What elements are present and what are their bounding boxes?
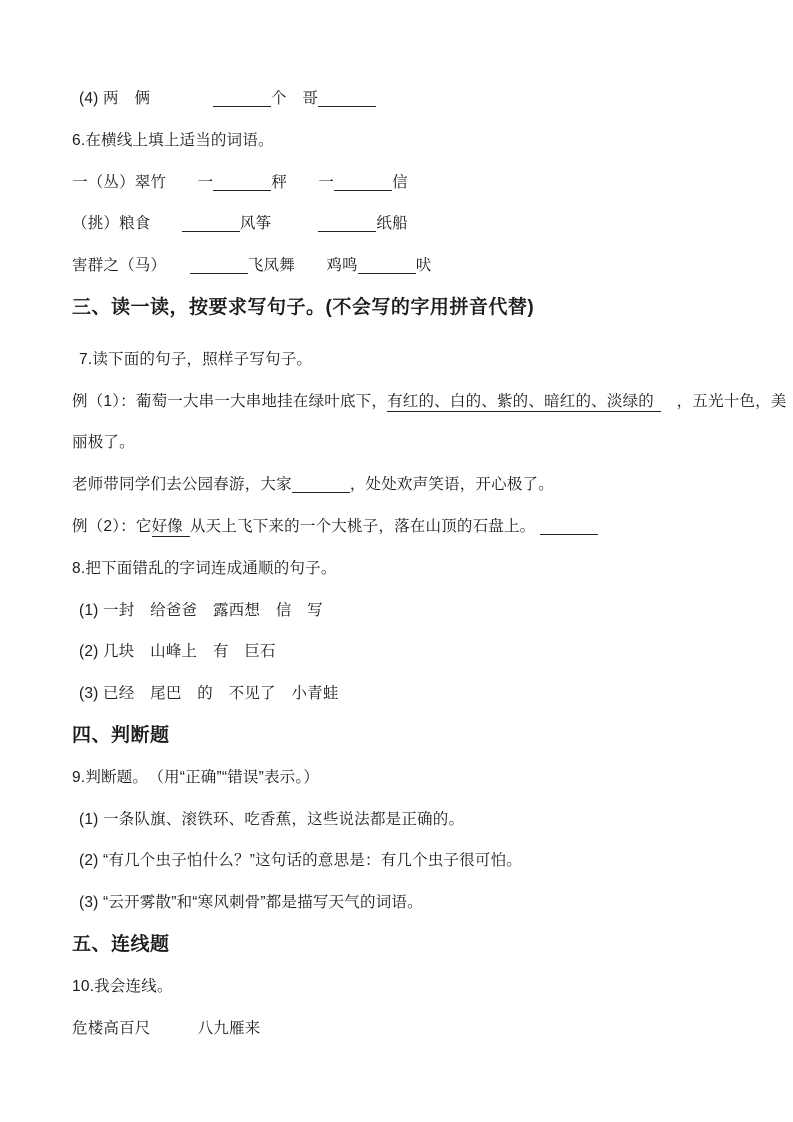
text-segment: 8.把下面错乱的字词连成通顺的句子。 (72, 559, 337, 577)
text-line (72, 255, 767, 277)
text-segment: 例（1）：葡萄一大串一大串地挂在绿叶底下， (72, 392, 388, 410)
text-segment: 例（2）：它 (72, 517, 152, 535)
text-line (72, 767, 767, 789)
blank-field (540, 517, 598, 535)
text-line (72, 850, 767, 872)
text-line (72, 809, 767, 831)
section-heading (72, 934, 767, 956)
text-segment: ，五光十色，美 (660, 392, 787, 410)
text-line (72, 130, 767, 152)
blank-field (213, 89, 271, 107)
text-segment: 风筝 (239, 215, 319, 233)
text-segment: 丽极了。 (72, 434, 135, 452)
text-line (72, 892, 767, 914)
text-segment: 7.读下面的句子，照样子写句子。 (79, 350, 313, 368)
text-segment: 6.在横线上填上适当的词语。 (72, 131, 274, 149)
underlined-text: 好像 (152, 518, 190, 537)
section-heading (72, 297, 767, 319)
text-segment: 吠 (415, 257, 432, 275)
text-segment: 四、判断题 (72, 724, 170, 746)
blank-field (292, 475, 350, 493)
text-segment: 信 (392, 173, 408, 191)
text-line (72, 172, 767, 194)
text-segment: (2) “有几个虫子怕什么？”这句话的意思是：有几个虫子很可怕。 (79, 852, 522, 870)
text-segment: (3) “云开雾散”和“寒风刺骨”都是描写天气的词语。 (79, 894, 423, 912)
text-line (72, 558, 767, 580)
text-segment: 一（丛）翠竹 一 (72, 173, 214, 191)
text-line (72, 1018, 767, 1040)
text-line (72, 976, 767, 998)
blank-field (334, 173, 392, 191)
text-segment: 五、连线题 (72, 933, 170, 955)
text-segment: 9.判断题。 （用“正确”“错误”表示。） (72, 768, 320, 786)
text-line (72, 349, 767, 371)
text-segment: 个 哥 (270, 90, 319, 107)
text-line (72, 213, 767, 235)
section-heading (72, 725, 767, 747)
blank-field (190, 256, 248, 274)
text-line (72, 641, 767, 663)
blank-field (213, 173, 271, 191)
text-line (72, 391, 787, 413)
text-line (72, 474, 767, 496)
text-line (72, 683, 767, 705)
text-segment: （挑）粮食 (72, 215, 182, 233)
text-segment: 飞凤舞 鸡鸣 (247, 257, 358, 275)
blank-field (318, 89, 376, 107)
text-segment: (1) 一封 给爸爸 露西想 信 写 (79, 601, 323, 619)
text-segment: (1) 一条队旗、滚铁环、吃香蕉，这些说法都是正确的。 (79, 810, 465, 828)
text-segment: (2) 几块 山峰上 有 巨石 (79, 643, 276, 661)
text-segment: (3) 已经 尾巴 的 不见了 小青蛙 (79, 685, 339, 703)
blank-field (318, 214, 376, 232)
exam-content (72, 88, 787, 1040)
text-segment: 老师带同学们去公园春游，大家 (72, 476, 292, 494)
text-line (72, 88, 767, 110)
text-segment: 从天上飞下来的一个大桃子，落在山顶的石盘上。 (189, 517, 540, 535)
text-segment: 三、读一读，按要求写句子。(不会写的字用拼音代替) (72, 296, 535, 318)
text-segment: 害群之（马） (72, 257, 190, 275)
underlined-text: 有红的、白的、紫的、暗红的、淡绿的 (387, 393, 661, 412)
text-segment: 纸船 (376, 215, 408, 233)
blank-field (358, 256, 416, 274)
text-line (72, 432, 767, 454)
text-line (72, 600, 767, 622)
text-line (72, 516, 767, 538)
text-segment: 10.我会连线。 (72, 977, 173, 995)
blank-field (182, 214, 240, 232)
text-segment: (4) 两 俩 (79, 90, 213, 107)
text-segment: 秤 一 (271, 173, 335, 191)
text-segment: ，处处欢声笑语，开心极了。 (349, 476, 554, 494)
text-segment: 危楼高百尺 八九雁来 (72, 1019, 261, 1037)
